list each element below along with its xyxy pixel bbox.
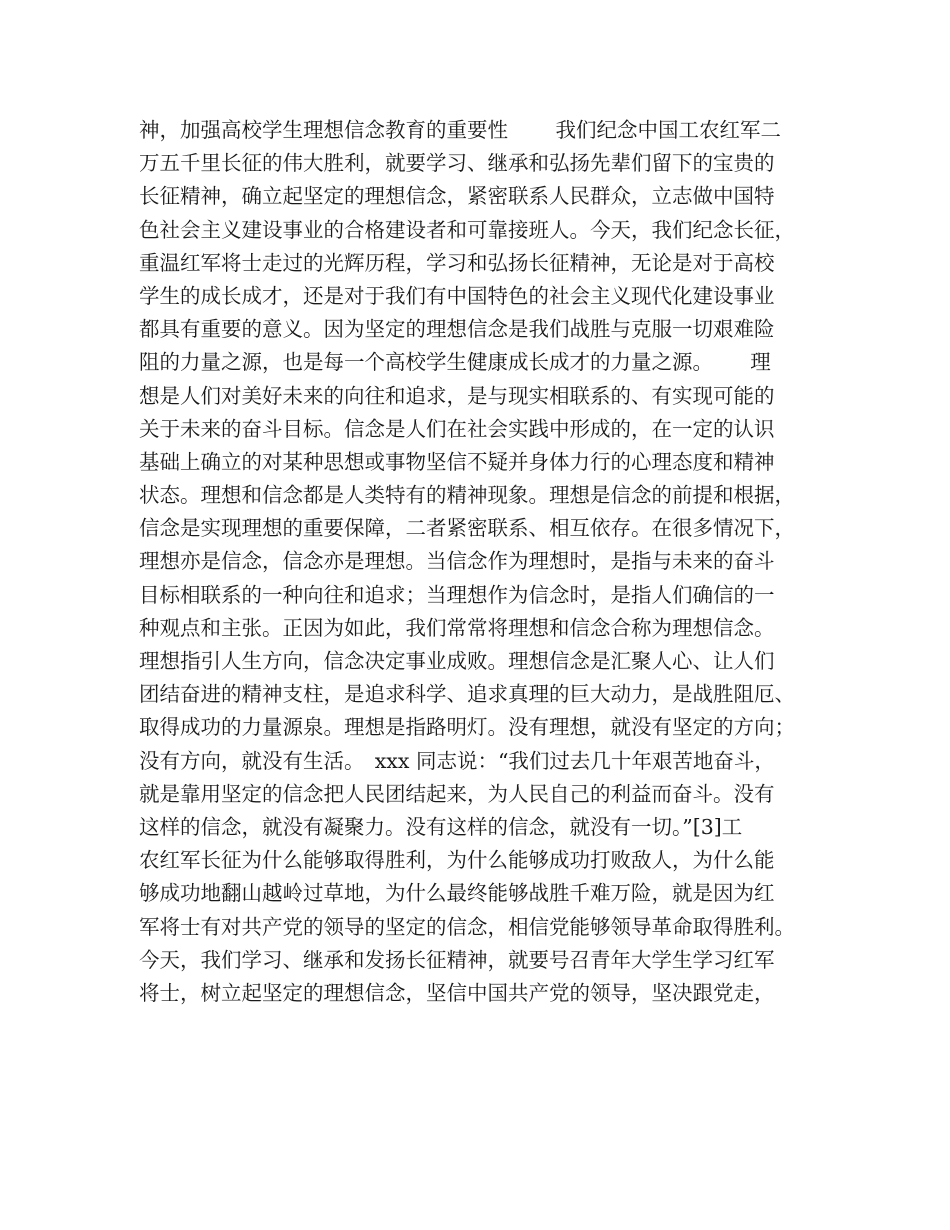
body-text bbox=[139, 114, 839, 1010]
text-line: 种观点和主张。正因为如此，我们常常将理想和信念合称为理想信念。 bbox=[139, 615, 775, 640]
text-line: 学生的成长成才，还是对于我们有中国特色的社会主义现代化建设事业 bbox=[139, 283, 775, 308]
text-line: 取得成功的力量源泉。理想是指路明灯。没有理想，就没有坚定的方向； bbox=[139, 715, 795, 740]
text-line: 够成功地翻山越岭过草地，为什么最终能够战胜千难万险，就是因为红 bbox=[139, 881, 775, 906]
text-line: 将士，树立起坚定的理想信念，坚信中国共产党的领导，坚决跟党走， bbox=[139, 980, 775, 1005]
text-line: 都具有重要的意义。因为坚定的理想信念是我们战胜与克服一切艰难险 bbox=[139, 317, 775, 342]
text-line: 没有方向，就没有生活。 xxx 同志说：“我们过去几十年艰苦地奋斗， bbox=[139, 748, 775, 773]
text-line: 长征精神，确立起坚定的理想信念，紧密联系人民群众，立志做中国特 bbox=[139, 184, 775, 209]
text-line: 理想亦是信念，信念亦是理想。当信念作为理想时，是指与未来的奋斗 bbox=[139, 549, 775, 574]
text-line: 理想指引人生方向，信念决定事业成败。理想信念是汇聚人心、让人们 bbox=[139, 649, 775, 673]
text-line: 状态。理想和信念都是人类特有的精神现象。理想是信念的前提和根据， bbox=[139, 483, 795, 508]
text-line: 关于未来的奋斗目标。信念是人们在社会实践中形成的，在一定的认识 bbox=[139, 416, 775, 441]
text-line: 目标相联系的一种向往和追求；当理想作为信念时，是指人们确信的一 bbox=[139, 582, 775, 607]
text-line: 团结奋进的精神支柱，是追求科学、追求真理的巨大动力，是战胜阻厄、 bbox=[139, 682, 795, 707]
text-line: 今天，我们学习、继承和发扬长征精神，就要号召青年大学生学习红军 bbox=[139, 947, 775, 972]
text-line: 神，加强高校学生理想信念教育的重要性 我们纪念中国工农红军二 bbox=[139, 118, 782, 142]
text-line: 万五千里长征的伟大胜利，就要学习、继承和弘扬先辈们留下的宝贵的 bbox=[139, 151, 775, 176]
text-line: 色社会主义建设事业的合格建设者和可靠接班人。今天，我们纪念长征， bbox=[139, 217, 795, 242]
text-line: 就是靠用坚定的信念把人民团结起来，为人民自己的利益而奋斗。没有 bbox=[139, 781, 775, 806]
text-line: 基础上确立的对某种思想或事物坚信不疑并身体力行的心理态度和精神 bbox=[139, 449, 775, 474]
text-line: 这样的信念，就没有凝聚力。没有这样的信念，就没有一切。”[3]工 bbox=[139, 814, 743, 839]
text-line: 农红军长征为什么能够取得胜利，为什么能够成功打败敌人，为什么能 bbox=[139, 848, 775, 873]
text-line: 军将士有对共产党的领导的坚定的信念，相信党能够领导革命取得胜利。 bbox=[139, 914, 795, 939]
text-line: 信念是实现理想的重要保障，二者紧密联系、相互依存。在很多情况下， bbox=[139, 516, 795, 541]
text-line: 想是人们对美好未来的向往和追求，是与现实相联系的、有实现可能的 bbox=[139, 383, 775, 408]
text-line: 阻的力量之源，也是每一个高校学生健康成长成才的力量之源。 理 bbox=[139, 350, 771, 375]
text-line: 重温红军将士走过的光辉历程，学习和弘扬长征精神，无论是对于高校 bbox=[139, 250, 775, 275]
